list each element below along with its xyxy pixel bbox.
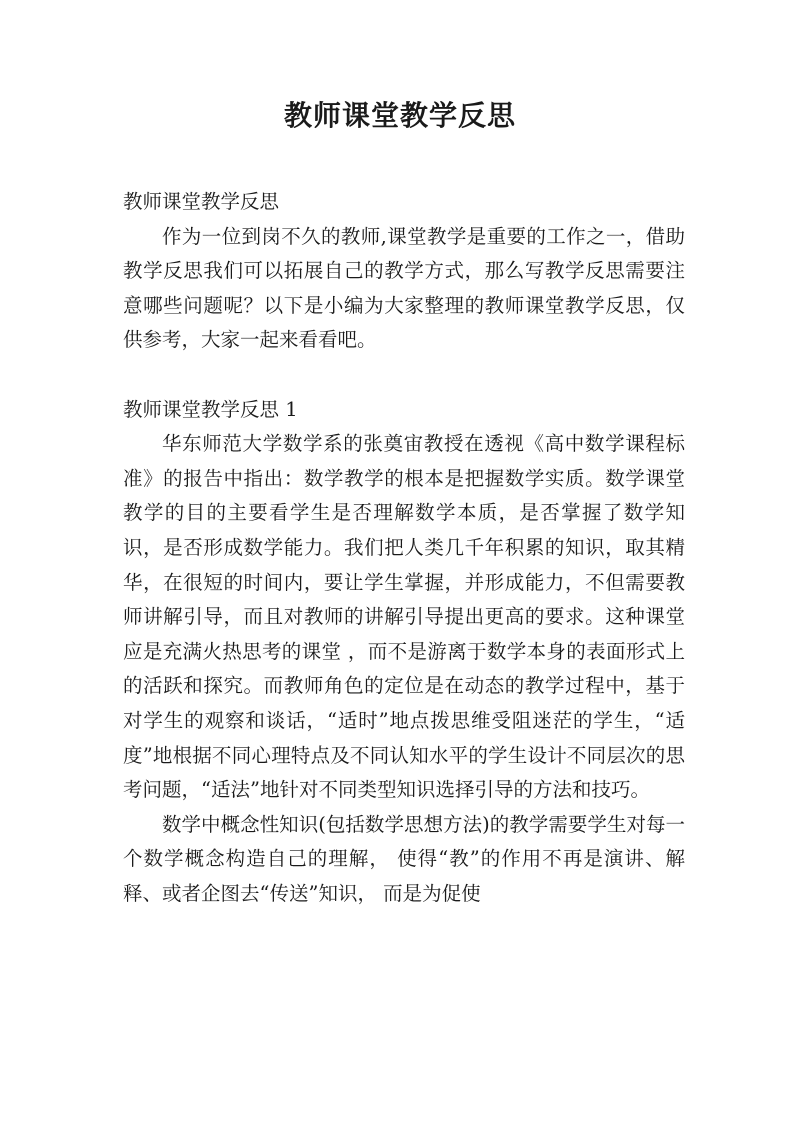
section-paragraph: 华东师范大学数学系的张奠宙教授在透视《高中数学课程标准》的报告中指出：数学教学的根本是把握数学实质。数学课堂教学的目的主要看学生是否理解数学本质，是否掌握了数学知识，是否形成数学能力。我们把人类几千年积累的知识，取其精华，在很短的时间内，要让学生掌握，并形成能力，不但需要教师讲解引导，而且对教师的讲解引导提出更高的要求。这种课堂应是充满火热思考的课堂 ，而不是游离于数学本身的表面形式上的活跃和探究。而教师角色的定位是在动态的教学过程中，基于对学生的观察和谈话，“适时”地点拨思维受阻迷茫的学生，“适度”地根据不同心理特点及不同认知水平的学生设计不同层次的思考问题，“适法”地针对不同类型知识选择引导的方法和技巧。 [123, 432, 685, 802]
intro-paragraph: 作为一位到岗不久的教师,课堂教学是重要的工作之一，借助教学反思我们可以拓展自己的教学方式，那么写教学反思需要注意哪些问题呢？以下是小编为大家整理的教师课堂教学反思，仅供参考，大家一起来看看吧。 [123, 224, 685, 352]
section-heading: 教师课堂教学反思 1 [123, 397, 298, 421]
intro-heading: 教师课堂教学反思 [123, 190, 280, 213]
section-paragraph: 数学中概念性知识(包括数学思想方法)的教学需要学生对每一个数学概念构造自己的理解， 使得“教”的作用不再是演讲、解释、或者企图去“传送”知识， 而是为促使 [123, 812, 685, 905]
document-body [123, 185, 685, 911]
blank-line [123, 358, 685, 393]
document-title: 教师课堂教学反思 [283, 99, 516, 132]
